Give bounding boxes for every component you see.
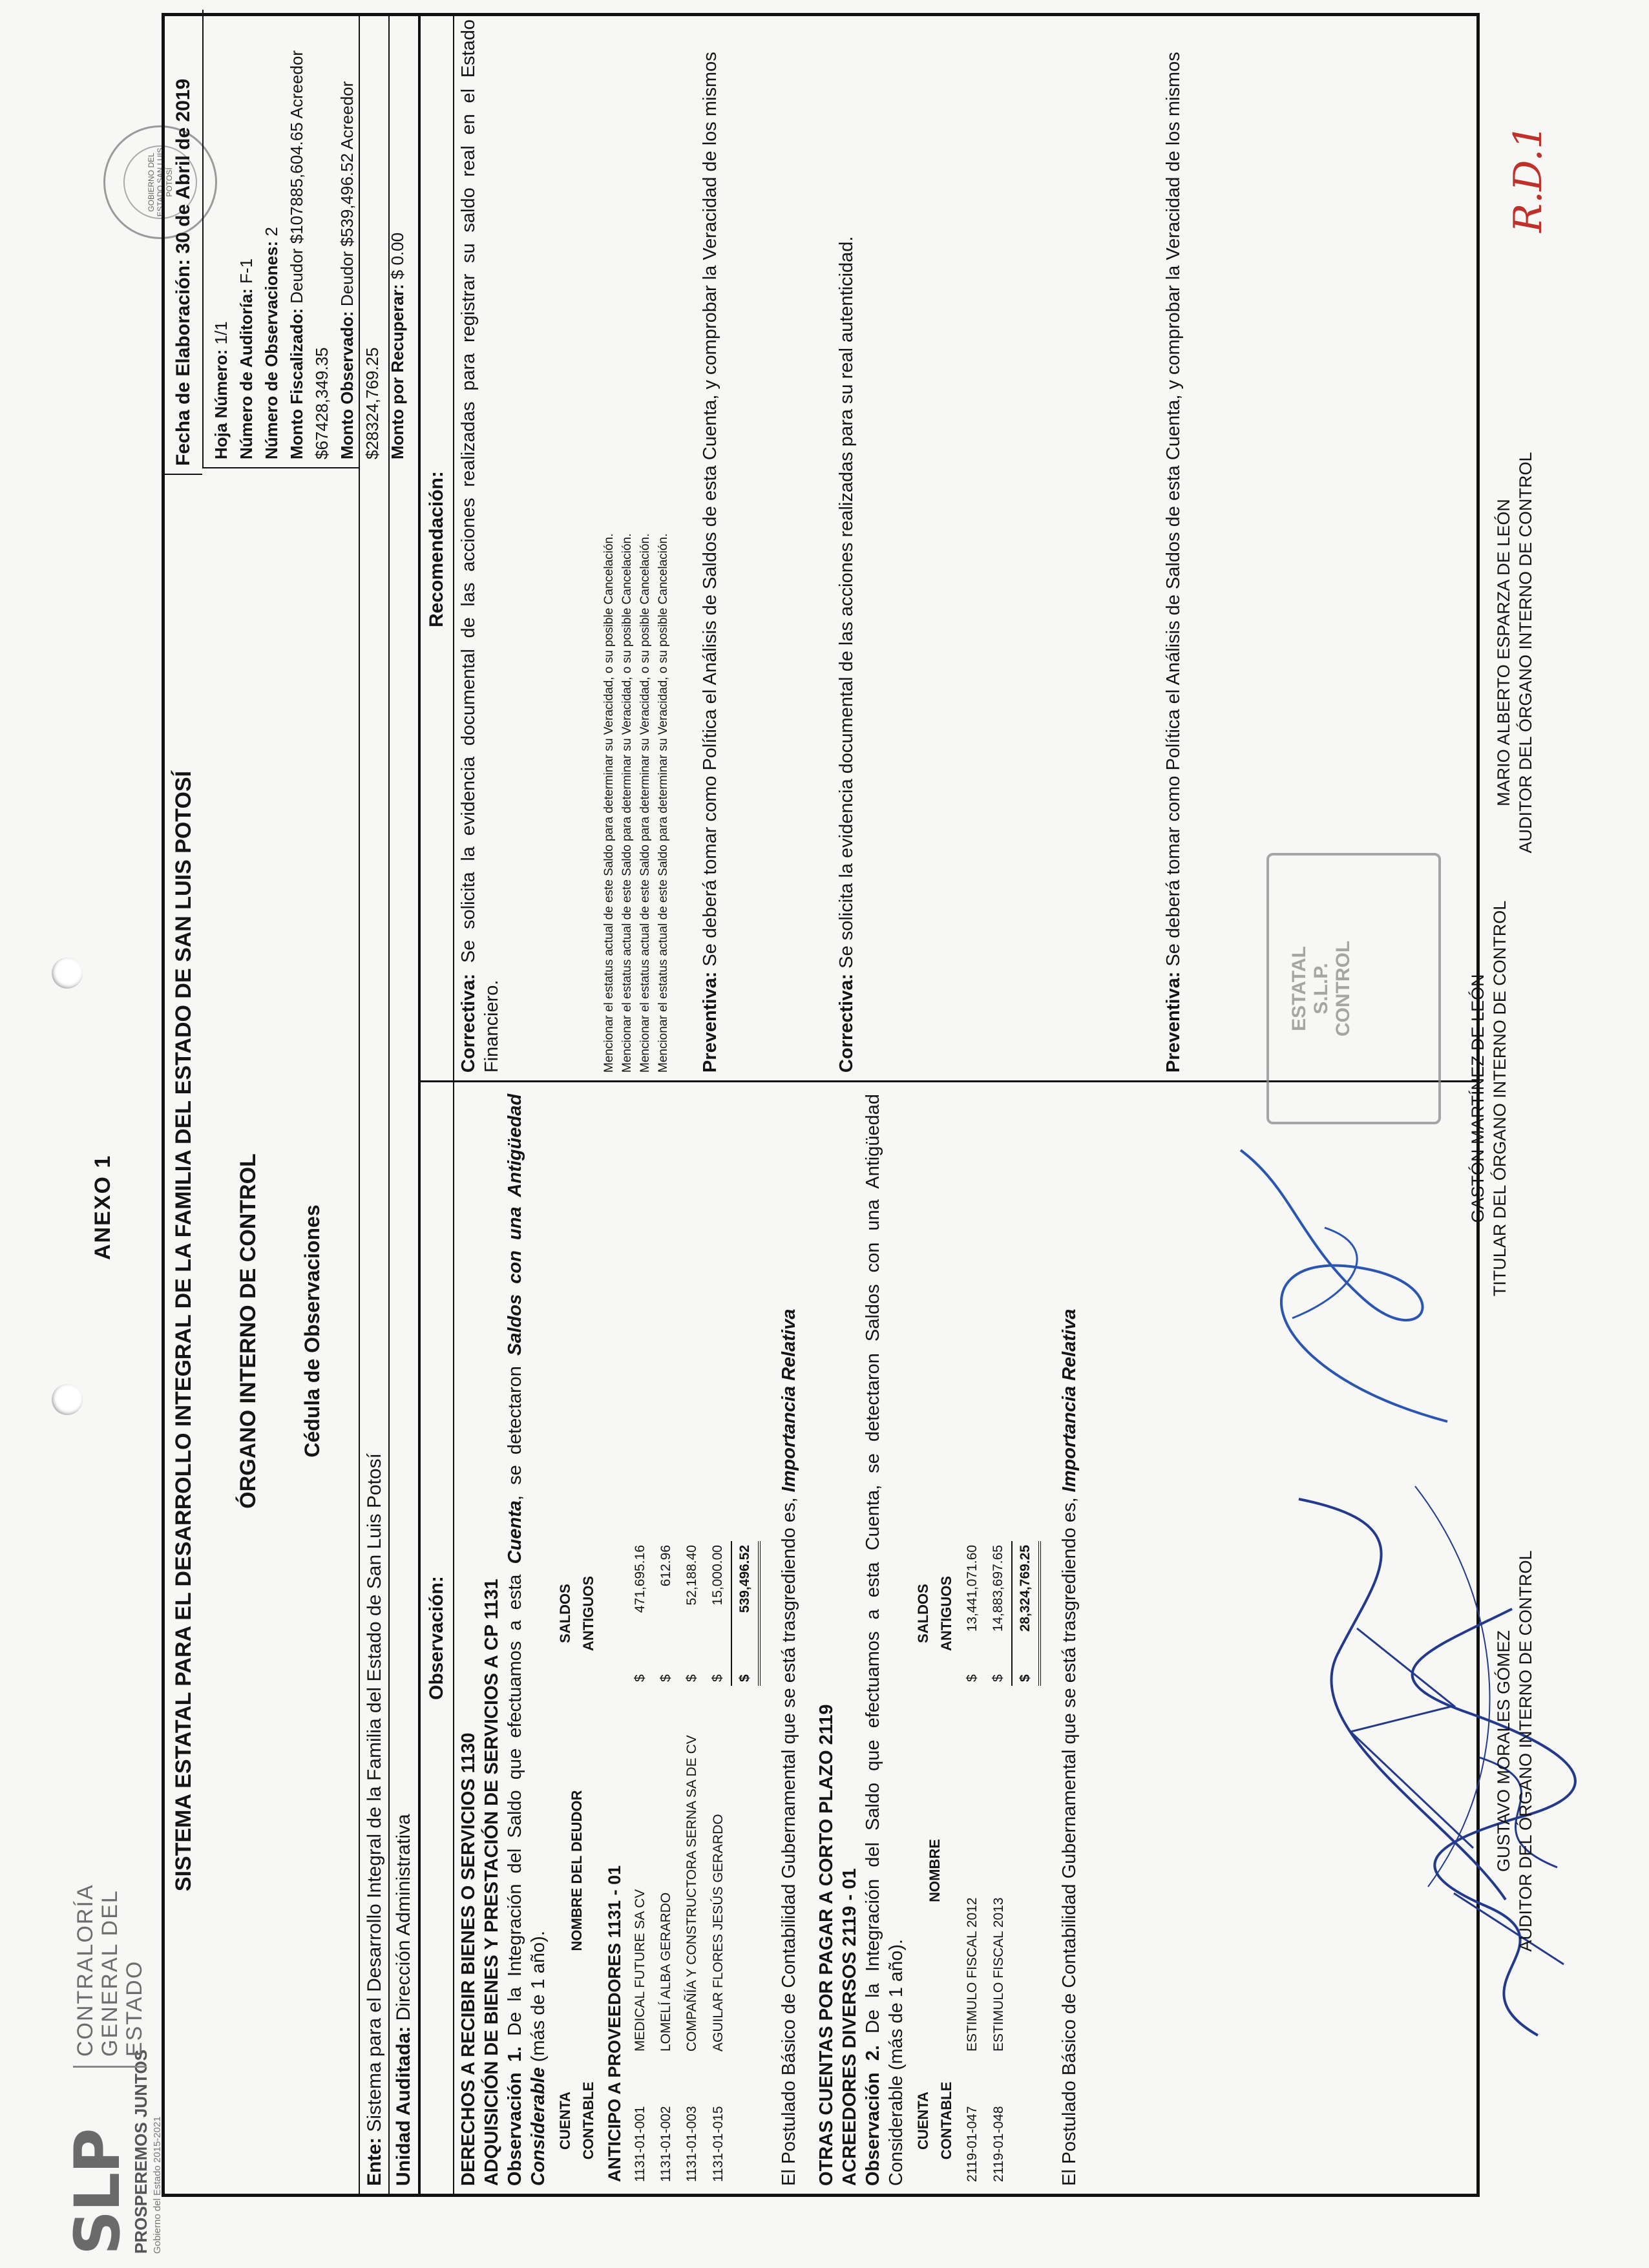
currency-cell: $ bbox=[965, 1674, 980, 1682]
slp-tagline-sub: Gobierno del Estado 2015-2021 bbox=[152, 2116, 163, 2254]
table-row bbox=[960, 1541, 985, 2186]
cuenta-cell: 2119-01-047 bbox=[965, 2106, 980, 2182]
cuenta-cell: 1131-01-003 bbox=[684, 2106, 699, 2182]
observaciones-value: 2 bbox=[262, 227, 281, 236]
recuperar-label: Monto por Recuperar: bbox=[388, 284, 407, 459]
obs2-postulado-emph: Importancia Relativa bbox=[1059, 1308, 1080, 1493]
obs1-postulado bbox=[777, 1094, 801, 2186]
cuenta-cell: 1131-01-015 bbox=[710, 2106, 726, 2182]
obs1-section-1: DERECHOS A RECIBIR BIENES O SERVICIOS 1130 bbox=[458, 1732, 479, 2186]
obs1-text-a: De la Integración del Saldo que efectuamos a esta bbox=[505, 1574, 525, 2036]
stamp-line-2: S.L.P. bbox=[1310, 963, 1332, 1014]
signature-block-3 bbox=[1493, 1525, 1537, 1977]
nombre-cell: LOMELÍ ALBA GERARDO bbox=[658, 1892, 673, 2052]
monto-cell: 52,188.40 bbox=[684, 1545, 699, 1606]
cuenta-cell: 1131-01-001 bbox=[633, 2106, 647, 2182]
punch-hole bbox=[52, 958, 83, 989]
auditoria-value: F-1 bbox=[236, 258, 256, 284]
obs1-table bbox=[552, 1541, 761, 2186]
observacion-header: Observación: bbox=[421, 1082, 454, 2194]
obs2-text: De la Integración del Saldo que efectuamos a esta Cuenta, se detectaron Saldos con una Antigüedad Considerable (más de 1 año). bbox=[863, 1094, 907, 2186]
signer-name: GUSTAVO MORALES GÓMEZ bbox=[1494, 1630, 1513, 1873]
signer-role: TITULAR DEL ÓRGANO INTERNO DE CONTROL bbox=[1490, 900, 1509, 1297]
list-item: Mencionar el estatus actual de este Saldo para determinar su Veracidad, o su posible Cancelación. bbox=[602, 533, 616, 1073]
obs1-section-2: ADQUISICIÓN DE BIENES Y PRESTACIÓN DE SERVICIOS A CP 1131 bbox=[481, 1579, 502, 2186]
ente-value: Sistema para el Desarrollo Integral de la Familia del Estado de San Luis Potosí bbox=[364, 1453, 385, 2132]
obs2-paragraph bbox=[861, 1094, 908, 2186]
obs1-saldos: Saldos con una Antigüedad Considerable bbox=[505, 1093, 549, 2186]
hoja-value: 1/1 bbox=[211, 321, 231, 345]
signature-2 bbox=[1215, 1124, 1486, 1460]
signature-3 bbox=[1260, 1473, 1531, 1926]
total-row bbox=[731, 1541, 759, 2186]
fecha-elaboracion bbox=[165, 16, 202, 475]
handwritten-note: R.D.1 bbox=[1506, 124, 1551, 233]
fecha-label: Fecha de Elaboración: bbox=[173, 258, 194, 466]
signer-role: AUDITOR DEL ÓRGANO INTERNO DE CONTROL bbox=[1516, 452, 1535, 854]
anexo-label: ANEXO 1 bbox=[90, 1154, 115, 1260]
stamp-line-1: ESTATAL bbox=[1288, 946, 1310, 1031]
monto-cell: 13,441,071.60 bbox=[965, 1545, 980, 1632]
recommendations-column bbox=[457, 19, 1185, 1073]
table-row bbox=[985, 1541, 1012, 2186]
table-row bbox=[705, 1541, 731, 2186]
fecha-value: 30 de Abril de 2019 bbox=[173, 78, 194, 254]
ente-label: Ente: bbox=[364, 2137, 385, 2186]
seal-emblem: GOBIERNO DEL ESTADO SAN LUIS POTOSÍ bbox=[123, 145, 197, 219]
obs2-th-nombre: NOMBRE bbox=[927, 1839, 943, 1902]
monto-cell: 471,695.16 bbox=[633, 1545, 647, 1613]
monto-cell: 612.96 bbox=[658, 1545, 673, 1587]
obs2-section-2: ACREEDORES DIVERSOS 2119 - 01 bbox=[839, 1868, 860, 2186]
punch-hole bbox=[52, 1384, 83, 1415]
currency-cell: $ bbox=[684, 1674, 699, 1682]
currency-cell: $ bbox=[710, 1674, 725, 1682]
monto-cell: 14,883,697.65 bbox=[991, 1545, 1005, 1632]
rec2-correctiva bbox=[835, 19, 858, 1073]
signer-name: GASTÓN MARTÍNEZ DE LEÓN bbox=[1468, 974, 1487, 1223]
obs2-th-saldos: SALDOS ANTIGUOS bbox=[915, 1575, 954, 1652]
cedula-title: Cédula de Observaciones bbox=[300, 1204, 324, 1458]
fiscalizado-value: Deudor $107885,604.65 Acreedor $67428,349.35 bbox=[287, 50, 331, 459]
auditoria-label: Número de Auditoría: bbox=[236, 288, 256, 459]
total-amount: 539,496.52 bbox=[731, 1541, 759, 1652]
currency-cell: $ bbox=[991, 1674, 1005, 1682]
total-amount: 28,324,769.25 bbox=[1012, 1541, 1040, 1652]
obs2-postulado-text: El Postulado Básico de Contabilidad Gubernamental que se está trasgrediendo es, bbox=[1059, 1497, 1080, 2186]
hoja-label: Hoja Número: bbox=[211, 349, 231, 459]
obs2-table bbox=[910, 1541, 1041, 2186]
ente-row bbox=[359, 16, 390, 2194]
rec1-preventiva bbox=[698, 19, 722, 1073]
rec2-correctiva-label: Correctiva: bbox=[836, 973, 857, 1073]
observado-value: Deudor $539,496.52 Acreedor $28324,769.25 bbox=[337, 81, 382, 459]
slp-brand: SLP bbox=[61, 2129, 134, 2255]
table-row bbox=[653, 1541, 679, 2186]
obs1-cuenta: Cuenta bbox=[505, 1500, 525, 1564]
stamp-line-3: CONTROL bbox=[1332, 940, 1354, 1037]
obs1-text-b: , se detectaron bbox=[505, 1366, 525, 1501]
obs1-text-c: (más de 1 año). bbox=[528, 1931, 549, 2063]
total-currency: $ bbox=[731, 1652, 759, 1686]
monto-cell: 15,000.00 bbox=[710, 1545, 725, 1606]
obs2-th-cuenta: CUENTA CONTABLE bbox=[915, 2081, 954, 2160]
obs2-postulado bbox=[1058, 1094, 1081, 2186]
unidad-label: Unidad Auditada: bbox=[393, 2026, 414, 2186]
currency-cell: $ bbox=[633, 1674, 647, 1682]
signature-block-2 bbox=[1467, 872, 1511, 1325]
nombre-cell: COMPAÑÍA Y CONSTRUCTORA SERNA SA DE CV bbox=[684, 1735, 699, 2052]
nombre-cell: AGUILAR FLORES JESÚS GERARDO bbox=[710, 1814, 726, 2052]
rec1-preventiva-label: Preventiva: bbox=[700, 971, 720, 1073]
slp-tagline: PROSPEREMOS JUNTOS bbox=[131, 2050, 151, 2254]
rec2-correctiva-text: Se solicita la evidencia documental de las acciones realizadas para su real autenticidad. bbox=[836, 236, 857, 969]
total-currency: $ bbox=[1012, 1652, 1040, 1686]
rec2-preventiva-text: Se deberá tomar como Política el Análisis de Saldos de esta Cuenta, y comprobar la Veracidad de los mismos bbox=[1163, 52, 1184, 967]
recuperar-value: $ 0.00 bbox=[388, 232, 407, 280]
obs1-postulado-emph: Importancia Relativa bbox=[779, 1308, 799, 1493]
organo-title: ÓRGANO INTERNO DE CONTROL bbox=[236, 1153, 260, 1509]
rec1-correctiva-text: Se solicita la evidencia documental de las acciones realizadas para registrar su saldo real en el Estado Financiero. bbox=[458, 19, 502, 1073]
official-stamp bbox=[1266, 853, 1441, 1124]
currency-cell: $ bbox=[658, 1674, 673, 1682]
obs1-paragraph bbox=[503, 1094, 550, 2186]
obs1-label: Observación 1. bbox=[505, 2046, 525, 2186]
obs1-th-nombre: NOMBRE DEL DEUDOR bbox=[569, 1790, 585, 1951]
table-row bbox=[679, 1541, 705, 2186]
unidad-value: Dirección Administrativa bbox=[393, 1814, 414, 2021]
list-item: Mencionar el estatus actual de este Saldo para determinar su Veracidad, o su posible Cancelación. bbox=[656, 533, 670, 1073]
cuenta-cell: 1131-01-002 bbox=[658, 2106, 673, 2182]
table-row bbox=[627, 1541, 653, 2186]
list-item: Mencionar el estatus actual de este Saldo para determinar su Veracidad, o su posible Cancelación. bbox=[638, 533, 652, 1073]
list-item: Mencionar el estatus actual de este Saldo para determinar su Veracidad, o su posible Cancelación. bbox=[620, 533, 634, 1073]
nombre-cell: ESTIMULO FISCAL 2012 bbox=[965, 1897, 980, 2052]
unidad-row bbox=[390, 16, 421, 2194]
signer-role: AUDITOR DEL ÓRGANO INTERNO DE CONTROL bbox=[1516, 1550, 1535, 1952]
nombre-cell: MEDICAL FUTURE SA CV bbox=[633, 1889, 647, 2052]
fiscalizado-label: Monto Fiscalizado: bbox=[287, 308, 306, 459]
obs1-subhead: ANTICIPO A PROVEEDORES 1131 - 01 bbox=[605, 1865, 624, 2182]
cuenta-cell: 2119-01-048 bbox=[991, 2106, 1006, 2182]
observado-label: Monto Observado: bbox=[337, 311, 357, 459]
obs1-postulado-text: El Postulado Básico de Contabilidad Gubernamental que se está trasgrediendo es, bbox=[779, 1497, 799, 2186]
signature-block-1 bbox=[1493, 426, 1537, 879]
observations-column bbox=[457, 1094, 1081, 2186]
recomendacion-header: Recomendación: bbox=[421, 16, 454, 1082]
total-row bbox=[1012, 1541, 1040, 2186]
nombre-cell: ESTIMULO FISCAL 2013 bbox=[991, 1897, 1006, 2052]
rec1-mencionar-list bbox=[600, 19, 673, 1073]
obs1-th-cuenta: CUENTA CONTABLE bbox=[557, 2081, 596, 2160]
rec1-correctiva-label: Correctiva: bbox=[458, 973, 479, 1073]
obs1-th-saldos: SALDOS ANTIGUOS bbox=[557, 1575, 596, 1652]
obs2-label: Observación 2. bbox=[863, 2045, 883, 2186]
observaciones-label: Número de Observaciones: bbox=[262, 240, 281, 459]
rec2-preventiva bbox=[1162, 19, 1185, 1073]
rec1-correctiva bbox=[457, 19, 503, 1073]
audit-metadata bbox=[202, 10, 407, 468]
contraloria-logo: CONTRALORÍA GENERAL DEL ESTADO bbox=[73, 1885, 147, 2068]
signer-name: MARIO ALBERTO ESPARZA DE LEÓN bbox=[1494, 499, 1513, 806]
slp-logo bbox=[61, 1884, 171, 2255]
entity-title: SISTEMA ESTATAL PARA EL DESARROLLO INTEGRAL DE LA FAMILIA DEL ESTADO DE SAN LUIS POTOSÍ bbox=[171, 770, 196, 1892]
rec1-preventiva-text: Se deberá tomar como Política el Análisis de Saldos de esta Cuenta, y comprobar la Veracidad de los mismos bbox=[700, 52, 720, 967]
rec2-preventiva-label: Preventiva: bbox=[1163, 971, 1184, 1073]
obs2-section-1: OTRAS CUENTAS POR PAGAR A CORTO PLAZO 2119 bbox=[816, 1704, 837, 2186]
